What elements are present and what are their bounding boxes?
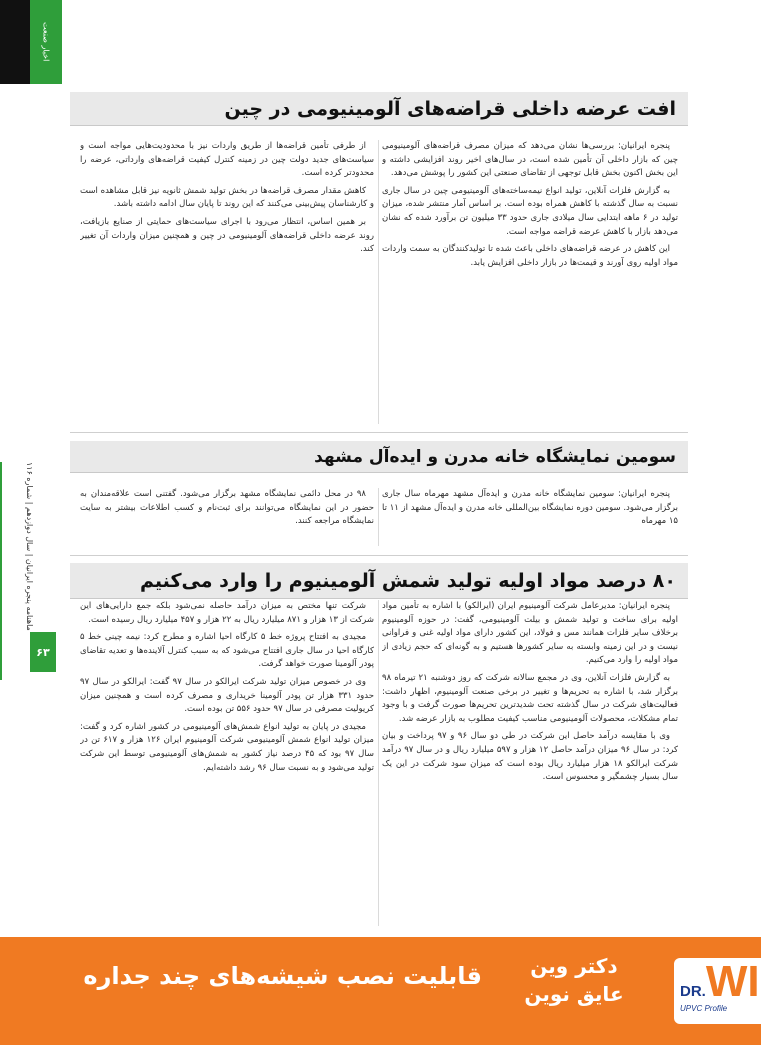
column-divider <box>378 140 379 424</box>
paragraph: ۹۸ در محل دائمی نمایشگاه مشهد برگزار می‌شود. گفتنی است علاقه‌مندان به حضور در این نمایشگاه می‌توانند برای ثبت‌نام و کسب اطلاعات بیشتر به سایت نمایشگاه مراجعه کنند. <box>80 489 374 527</box>
paragraph: پنجره ایرانیان: مدیرعامل شرکت آلومینیوم ایران (ایرالکو) با اشاره به تأمین مواد اولیه برای ساخت و تولید شمش و بیلت آلومینیومی، گفت: در حوزه آلومینیوم برخلاف سایر فلزات همانند مس و فولاد، این کشور دارای مواد اولیه غنی و فراوانی نیست و در این زمینه وابسته به سایر کشورها هستیم و به گونه‌ای که حجم زیادی از مواد اولیه را وارد می‌کنیم. <box>382 601 678 666</box>
section-tab <box>0 0 62 84</box>
paragraph: بر همین اساس، انتظار می‌رود با اجرای سیاست‌های حمایتی از صنایع بازیافت، روند عرضه داخلی قراضه‌های آلومینیومی در چین و همچنین میزان واردات آن تغییر کند. <box>80 216 374 255</box>
paragraph: به گزارش فلزات آنلاین، تولید انواع نیمه‌ساخته‌های آلومینیومی چین در سال جاری نسبت به سال گذشته با کاهش همراه بوده است. بر اساس آمار منتشر شده، میزان تولید در ۶ ماهه ابتدایی سال میلادی جاری حدود ۳۳ میلیون تن برآورد شده که نشان می‌دهد بازار با کاهش عرضه قراضه مواجه است. <box>382 185 678 237</box>
ad-brand-line-2: عایق نوین <box>524 982 624 1006</box>
article-1-column-right <box>382 140 678 424</box>
paragraph: پنجره ایرانیان: سومین نمایشگاه خانه مدرن و ایده‌آل مشهد مهرماه سال جاری برگزار می‌شود. سومین دوره نمایشگاه بین‌المللی خانه مدرن و ایده‌آل مشهد از ۱۱ تا ۱۵ مهرماه <box>382 489 678 527</box>
paragraph: از طرفی تأمین قراضه‌ها از طریق واردات نیز با محدودیت‌هایی مواجه است و سیاست‌های جدید دولت چین در زمینه کنترل کیفیت قراضه‌های وارداتی، عرضه را محدودتر کرده است. <box>80 141 374 179</box>
article-2-column-right <box>382 488 678 550</box>
logo-wordmark <box>680 957 760 1006</box>
logo-prefix: DR. <box>680 983 706 1000</box>
article-2-column-left <box>80 488 374 550</box>
paragraph: کاهش مقدار مصرف قراضه‌ها در بخش تولید شمش ثانویه نیز قابل مشاهده است و کارشناسان پیش‌بینی می‌کنند که این روند تا پایان سال ادامه داشته باشد. <box>80 185 374 210</box>
page-number: ۶۳ <box>30 632 56 672</box>
paragraph: پنجره ایرانیان: بررسی‌ها نشان می‌دهد که میزان مصرف قراضه‌های آلومینیومی چین که بازار داخلی آن تأمین شده است، در سال‌های اخیر روند افزایشی داشته و این بخش اکنون بخش قابل توجهی از تقاضای صنعتی این کشور را پوشش می‌دهد. <box>382 141 678 179</box>
paragraph: وی با مقایسه درآمد حاصل این شرکت در طی دو سال ۹۶ و ۹۷ پرداخت و بیان کرد: در سال ۹۶ میزان درآمد حاصل ۱۲ هزار و ۵۹۷ میلیارد ریال و در سال ۹۷ درآمد شرکت ایرالکو ۱۸ هزار میلیارد ریال بوده است که میزان سود شرکت در این یک سال بسیار چشمگیر و محسوس است. <box>382 731 678 783</box>
paragraph: این کاهش در عرضه قراضه‌های داخلی باعث شده تا تولیدکنندگان به سمت واردات مواد اولیه روی آورند و قیمت‌ها در بازار داخلی افزایش یابد. <box>382 244 678 268</box>
article-3-title: ۸۰ درصد مواد اولیه تولید شمش آلومینیوم را وارد می‌کنیم <box>70 563 688 599</box>
paragraph: مجیدی در پایان به تولید انواع شمش‌های آلومینیومی در کشور اشاره کرد و گفت: میزان تولید انواع شمش آلومینیومی شرکت آلومینیوم ایران ۱۲۶ هزار و ۶۱۷ تن در سال ۹۷ بود که ۴۵ درصد نیاز کشور به شمش‌های آلومینیومی توسط این شرکت تولید می‌شود و به نسبت سال ۹۶ رشد داشته‌ایم. <box>80 721 374 773</box>
margin-accent-line <box>0 462 2 680</box>
brand-logo <box>674 958 761 1024</box>
paragraph: مجیدی به افتتاح پروژه خط ۵ کارگاه احیا اشاره و مطرح کرد: نیمه چینی خط ۵ کارگاه احیا در سال جاری افتتاح می‌شود که به سبب کنترل آلاینده‌ها و تعدیه تقاضای پودر آلومینا صورت خواهد گرفت. <box>80 632 374 670</box>
column-divider <box>378 600 379 926</box>
section-divider <box>70 555 688 556</box>
ad-brand-line-1: دکتر وین <box>530 954 618 978</box>
ad-slogan: قابلیت نصب شیشه‌های چند جداره <box>83 962 482 990</box>
paragraph: شرکت تنها مختص به میزان درآمد حاصله نمی‌شود بلکه جمع دارایی‌های این شرکت از ۱۳ هزار و ۸۷۱ میلیارد ریال به ۲۲ هزار و ۴۵۷ میلیارد ریال رسیده است. <box>80 601 374 625</box>
article-3-column-right <box>382 600 678 926</box>
magazine-issue-info: ماهنامه پنجره ایرانیان | سال دوازدهم | شماره ۱۱۶ <box>25 462 34 631</box>
article-1-column-left <box>80 140 374 420</box>
logo-subtitle: UPVC Profile <box>680 1004 728 1013</box>
advertisement-banner <box>0 937 761 1045</box>
section-divider <box>70 432 688 433</box>
article-1-title: افت عرضه داخلی قراضه‌های آلومینیومی در چین <box>70 92 688 126</box>
section-tab-label: اخبار صنعت <box>41 22 51 62</box>
article-2-title: سومین نمایشگاه خانه مدرن و ایده‌آل مشهد <box>70 441 688 473</box>
paragraph: وی در خصوص میزان تولید شرکت ایرالکو در سال ۹۷ گفت: ایرالکو در سال ۹۷ حدود ۳۳۱ هزار تن پودر آلومینا خریداری و مصرف کرده است و همچنین میزان کریولیت مصرفی در سال ۹۷ حدود ۵۵۶ تن بوده است. <box>80 676 374 715</box>
logo-mark: WI <box>705 957 760 1006</box>
column-divider <box>378 488 379 546</box>
paragraph: به گزارش فلزات آنلاین، وی در مجمع سالانه شرکت که روز دوشنبه ۲۱ تیرماه ۹۸ برگزار شد، با اشاره به تحریم‌ها و تغییر در برخی صنعت آلومینیوم، اظهار داشت: فعالیت‌های شرکت در سال گذشته تحت شدیدترین تحریم‌ها صورت گرفت و با وجود تمام مشکلات، محصولات آلومینیومی مناسب کیفیت مطلوب به بازار عرضه شد. <box>382 672 678 724</box>
article-3-column-left <box>80 600 374 926</box>
ad-brand-name <box>505 952 643 1008</box>
